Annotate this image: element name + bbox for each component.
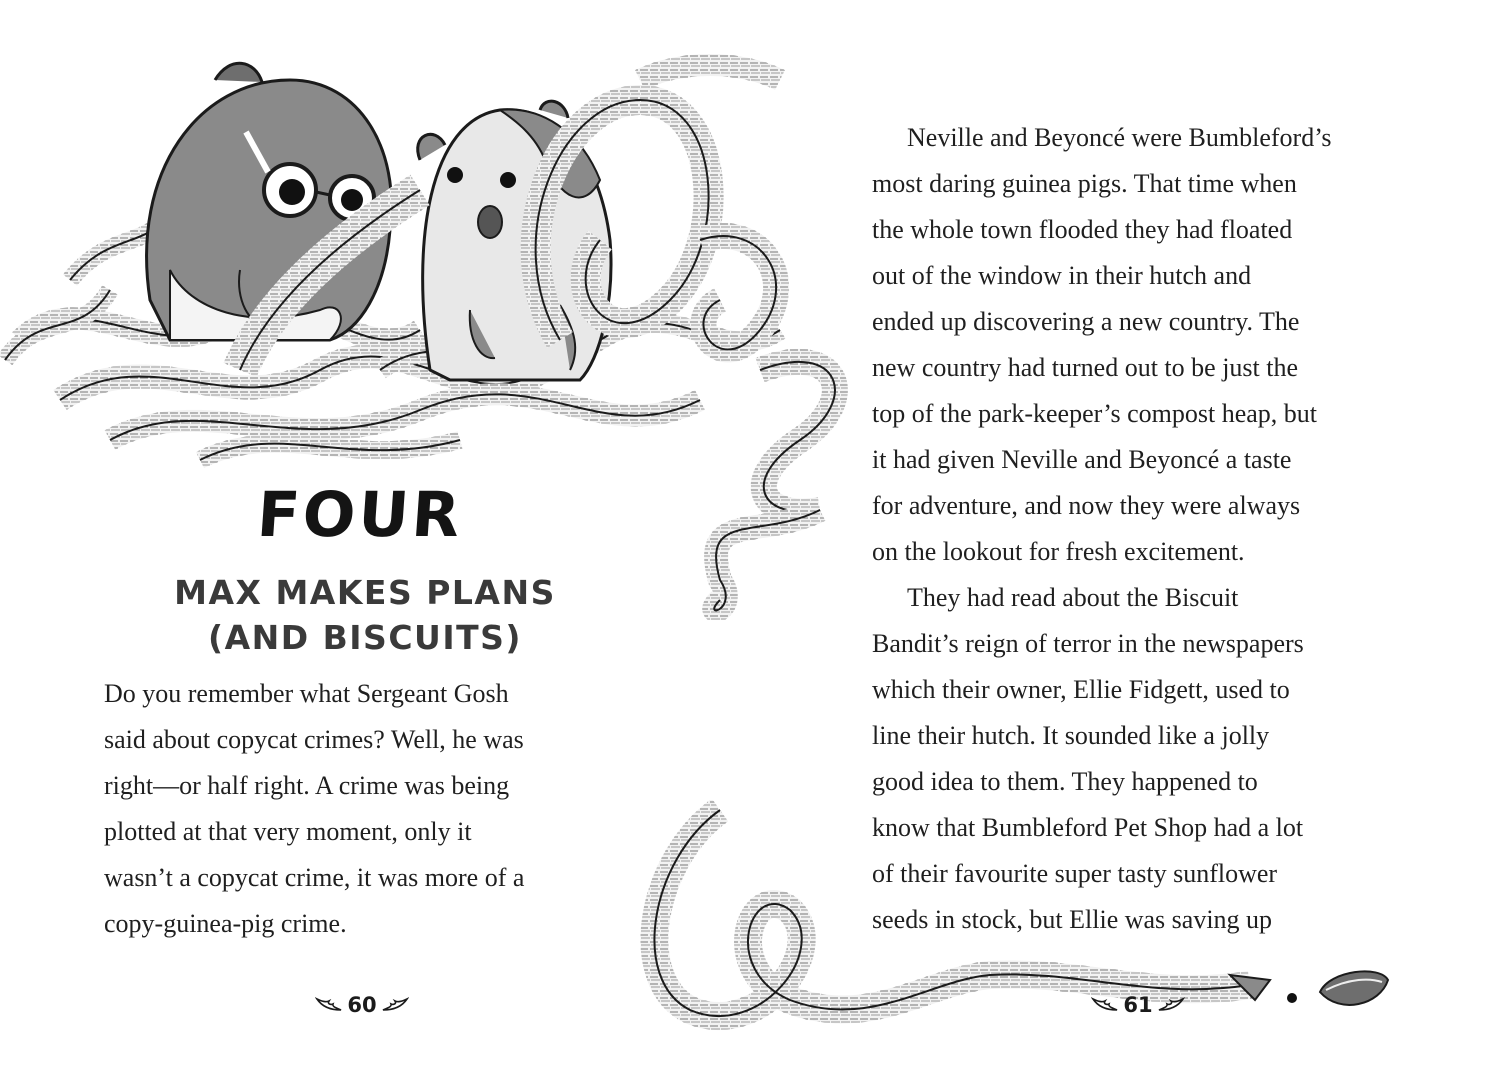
text-line: out of the window in their hutch and [872, 261, 1252, 290]
text-line: seeds in stock, but Ellie was saving up [872, 905, 1273, 934]
text-line: for adventure, and now they were always [872, 491, 1301, 520]
wing-icon [381, 996, 409, 1014]
text-line: wasn’t a copycat crime, it was more of a [104, 863, 525, 892]
page-number: 61 [1123, 993, 1153, 1017]
text-line: the whole town flooded they had floated [872, 215, 1293, 244]
text-line: on the lookout for fresh excitement. [872, 537, 1245, 566]
wing-icon [1157, 996, 1185, 1014]
sunflower-seed-icon [1320, 971, 1388, 1005]
newspaper-nest [5, 210, 780, 460]
text-line: of their favourite super tasty sunflower [872, 859, 1278, 888]
page-number-right [1078, 990, 1198, 1020]
chapter-title [150, 570, 580, 660]
text-line: ended up discovering a new country. The [872, 307, 1300, 336]
wing-icon [315, 996, 343, 1014]
page-number: 60 [347, 993, 377, 1017]
chapter-title-line: MAX MAKES PLANS [174, 573, 556, 612]
text-line: new country had turned out to be just the [872, 353, 1299, 382]
text-line: plotted at that very moment, only it [104, 817, 472, 846]
text-line: top of the park-keeper’s compost heap, but [872, 399, 1317, 428]
text-line: Bandit’s reign of terror in the newspapers [872, 629, 1304, 658]
text-line: They had read about the Biscuit [907, 583, 1239, 612]
text-line: most daring guinea pigs. That time when [872, 169, 1297, 198]
right-page-text [872, 115, 1412, 943]
text-line: it had given Neville and Beyoncé a taste [872, 445, 1292, 474]
chapter-number: FOUR [254, 478, 466, 551]
text-line: know that Bumbleford Pet Shop had a lot [872, 813, 1304, 842]
text-line: which their owner, Ellie Fidgett, used to [872, 675, 1290, 704]
text-line: good idea to them. They happened to [872, 767, 1258, 796]
text-line: said about copycat crimes? Well, he was [104, 725, 524, 754]
text-line: Neville and Beyoncé were Bumbleford’s [907, 123, 1332, 152]
text-line: line their hutch. It sounded like a jolly [872, 721, 1270, 750]
chapter-title-line: (AND BISCUITS) [208, 618, 522, 657]
text-line: right—or half right. A crime was being [104, 771, 510, 800]
text-line: Do you remember what Sergeant Gosh [104, 679, 509, 708]
wing-icon [1091, 996, 1119, 1014]
left-page-paragraph [104, 671, 614, 947]
page-number-left [302, 990, 422, 1020]
text-line: copy-guinea-pig crime. [104, 909, 347, 938]
